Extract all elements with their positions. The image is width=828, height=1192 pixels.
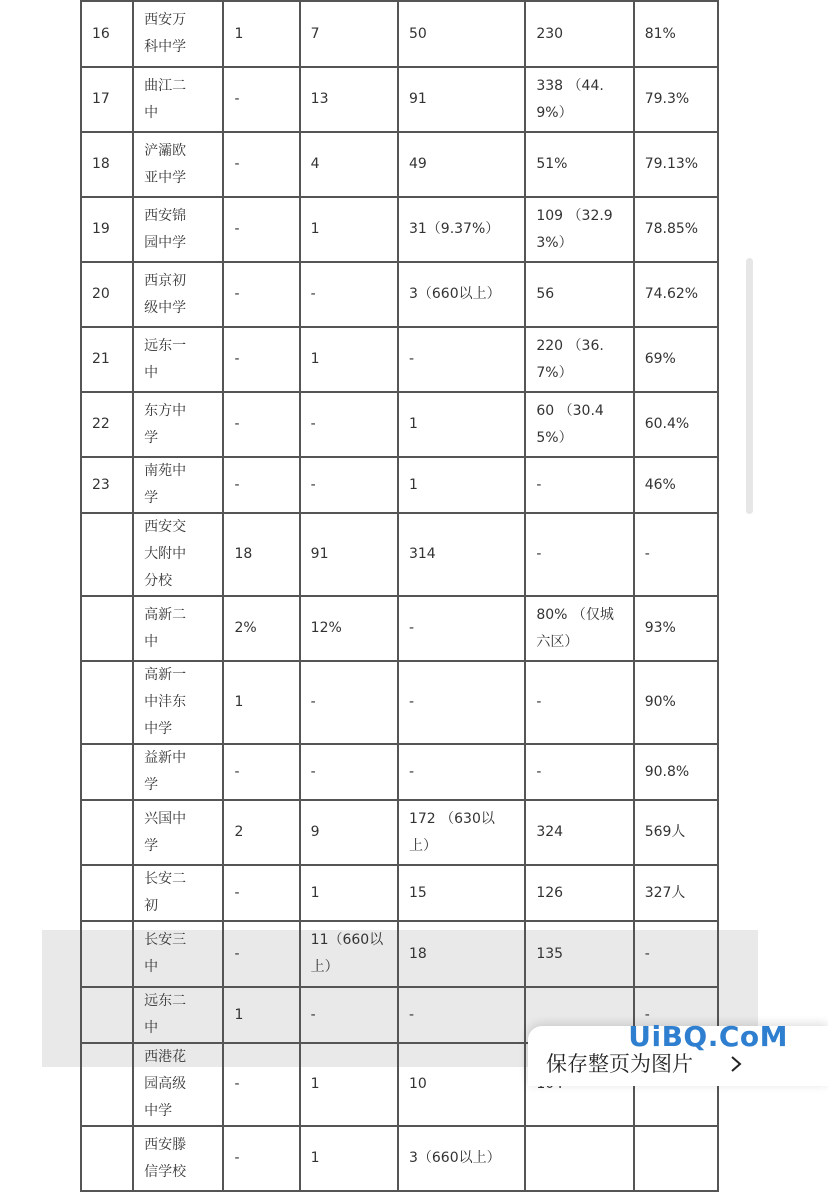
value-cell-c: 3（660以上） [398,1126,525,1191]
value-cell-c: 1 [398,457,525,513]
value-cell-d: 109 （32.93%） [525,197,633,262]
value-cell-a: - [223,392,299,457]
chevron-right-icon [726,1054,746,1074]
table-row [81,596,718,661]
value-cell-a: 2% [223,596,299,661]
value-cell-c: 49 [398,132,525,197]
value-cell-a: - [223,921,299,987]
school-name-cell: 东方中学 [133,392,223,457]
value-cell-b: 12% [300,596,398,661]
value-cell-b: - [300,661,398,744]
value-cell-c: - [398,596,525,661]
school-name-cell: 兴国中学 [133,800,223,865]
value-cell-d: - [525,457,633,513]
value-cell-b: 11（660以上） [300,921,398,987]
value-cell-a: 1 [223,661,299,744]
school-name-cell: 西安交大附中分校 [133,513,223,596]
value-cell-b: 13 [300,67,398,132]
value-cell-e: 78.85% [634,197,718,262]
value-cell-c: 15 [398,865,525,921]
table-row [81,457,718,513]
rank-cell [81,800,133,865]
value-cell-a: - [223,1043,299,1126]
value-cell-e: 74.62% [634,262,718,327]
value-cell-e [634,1126,718,1191]
table-row [81,262,718,327]
value-cell-b: 1 [300,197,398,262]
table-row [81,67,718,132]
value-cell-d: 126 [525,865,633,921]
value-cell-e: 327人 [634,865,718,921]
value-cell-c: 18 [398,921,525,987]
value-cell-e: 90% [634,661,718,744]
value-cell-b: 7 [300,1,398,67]
school-name-cell: 曲江二中 [133,67,223,132]
value-cell-b: - [300,262,398,327]
rank-cell: 22 [81,392,133,457]
school-name-cell: 益新中学 [133,744,223,800]
value-cell-a: - [223,457,299,513]
rank-cell: 16 [81,1,133,67]
school-name-cell: 西安锦园中学 [133,197,223,262]
value-cell-a: - [223,197,299,262]
value-cell-c: 1 [398,392,525,457]
value-cell-b: - [300,744,398,800]
value-cell-b: 9 [300,800,398,865]
value-cell-b: 1 [300,327,398,392]
value-cell-c: 91 [398,67,525,132]
value-cell-b: - [300,457,398,513]
value-cell-a: - [223,262,299,327]
value-cell-e: - [634,513,718,596]
rank-cell [81,1043,133,1126]
value-cell-a: 18 [223,513,299,596]
value-cell-d: 60 （30.45%） [525,392,633,457]
value-cell-d [525,1126,633,1191]
rank-cell [81,921,133,987]
value-cell-a: - [223,327,299,392]
value-cell-d: - [525,744,633,800]
value-cell-d: - [525,661,633,744]
value-cell-a: 1 [223,1,299,67]
value-cell-a: 2 [223,800,299,865]
school-name-cell: 高新二中 [133,596,223,661]
table-row [81,1,718,67]
table-row [81,865,718,921]
table-body [81,1,718,1191]
school-name-cell: 南苑中学 [133,457,223,513]
watermark-logo: UiBQ.CoM [628,1020,788,1053]
rank-cell: 19 [81,197,133,262]
school-name-cell: 远东一中 [133,327,223,392]
value-cell-e: - [634,921,718,987]
rank-cell [81,987,133,1043]
value-cell-b: 4 [300,132,398,197]
rank-cell [81,513,133,596]
value-cell-d: 338 （44.9%） [525,67,633,132]
value-cell-b: 1 [300,1126,398,1191]
value-cell-e: 569人 [634,800,718,865]
value-cell-c: 31（9.37%） [398,197,525,262]
value-cell-d: - [525,513,633,596]
value-cell-d: 56 [525,262,633,327]
school-name-cell: 西安滕信学校 [133,1126,223,1191]
table-row [81,744,718,800]
table-row [81,800,718,865]
value-cell-e: 69% [634,327,718,392]
value-cell-b: 1 [300,1043,398,1126]
rank-cell: 23 [81,457,133,513]
table-row [81,327,718,392]
table-row [81,513,718,596]
school-name-cell: 长安二初 [133,865,223,921]
value-cell-d: 230 [525,1,633,67]
value-cell-a: - [223,1126,299,1191]
value-cell-a: - [223,67,299,132]
value-cell-d: 80% （仅城六区） [525,596,633,661]
value-cell-e: 93% [634,596,718,661]
value-cell-e: - [634,987,718,1043]
value-cell-d: 51% [525,132,633,197]
value-cell-c: 10 [398,1043,525,1126]
value-cell-d: 220 （36.7%） [525,327,633,392]
value-cell-c: - [398,661,525,744]
save-button-label: 保存整页为图片 [546,1052,693,1076]
value-cell-b: - [300,392,398,457]
table-row [81,197,718,262]
rank-cell: 17 [81,67,133,132]
table-row [81,1126,718,1191]
value-cell-c: - [398,987,525,1043]
value-cell-e: 90.8% [634,744,718,800]
scores-table [80,0,719,1192]
scrollbar[interactable] [746,258,753,514]
value-cell-b: 1 [300,865,398,921]
value-cell-c: 172 （630以上） [398,800,525,865]
value-cell-e: 60.4% [634,392,718,457]
value-cell-a: - [223,744,299,800]
value-cell-c: 50 [398,1,525,67]
value-cell-c: - [398,744,525,800]
rank-cell [81,661,133,744]
school-name-cell: 浐灞欧亚中学 [133,132,223,197]
school-name-cell: 西安万科中学 [133,1,223,67]
rank-cell: 21 [81,327,133,392]
value-cell-b: - [300,987,398,1043]
value-cell-d: 324 [525,800,633,865]
value-cell-e: 81% [634,1,718,67]
rank-cell [81,596,133,661]
school-name-cell: 远东二中 [133,987,223,1043]
value-cell-c: 3（660以上） [398,262,525,327]
value-cell-c: - [398,327,525,392]
value-cell-c: 314 [398,513,525,596]
table-row [81,921,718,987]
value-cell-d: 135 [525,921,633,987]
value-cell-e: 46% [634,457,718,513]
rank-cell: 20 [81,262,133,327]
value-cell-b: 91 [300,513,398,596]
table-row [81,661,718,744]
rank-cell: 18 [81,132,133,197]
school-name-cell: 高新一中沣东中学 [133,661,223,744]
rank-cell [81,1126,133,1191]
value-cell-a: 1 [223,987,299,1043]
value-cell-a: - [223,132,299,197]
rank-cell [81,865,133,921]
school-name-cell: 长安三中 [133,921,223,987]
rank-cell [81,744,133,800]
table-row [81,132,718,197]
school-name-cell: 西京初级中学 [133,262,223,327]
school-name-cell: 西港花园高级中学 [133,1043,223,1126]
table-row [81,392,718,457]
value-cell-e: 79.13% [634,132,718,197]
value-cell-a: - [223,865,299,921]
value-cell-e: 79.3% [634,67,718,132]
